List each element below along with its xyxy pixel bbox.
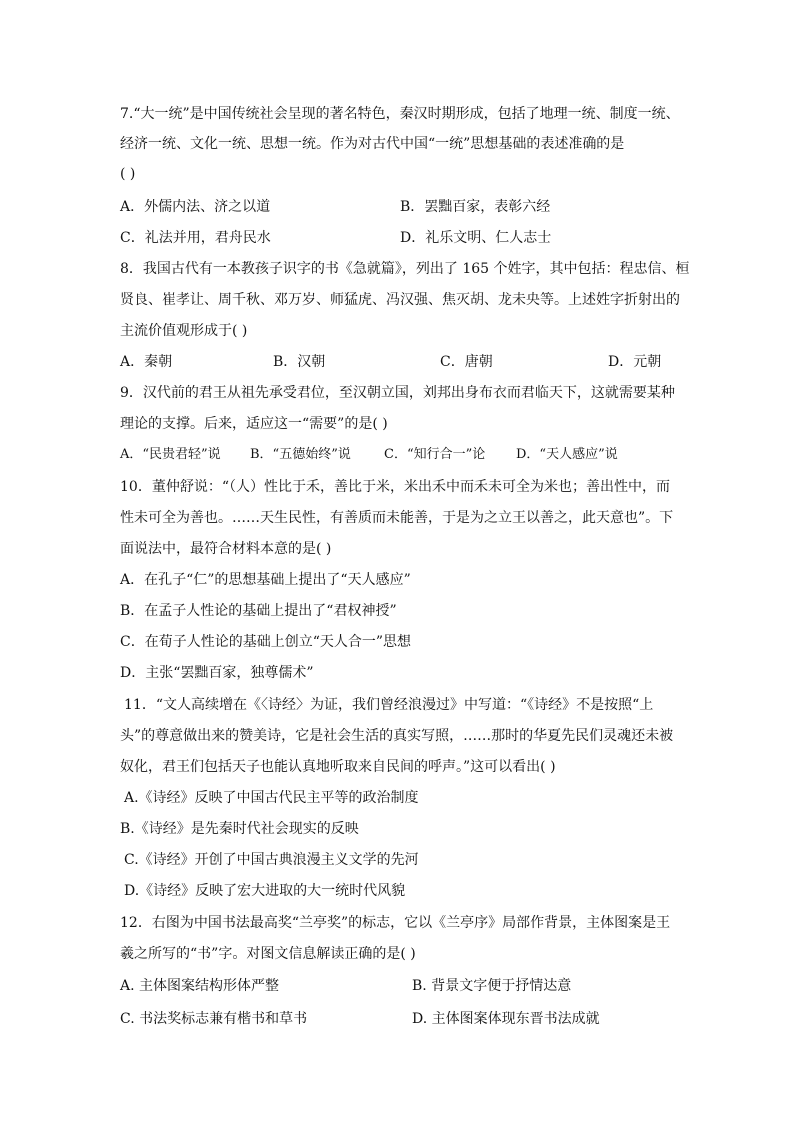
- q11-line-2: 头”的尊意做出来的赞美诗，它是社会生活的真实写照，……那时的华夏先民们灵魂还未被: [120, 728, 674, 744]
- q10-line-2: 性未可全为善也。……天生民性，有善质而未能善，于是为之立王以善之，此天意也”。下: [120, 510, 674, 526]
- q10-option-d: D．主张“罢黜百家，独尊儒术”: [120, 665, 314, 681]
- q9-option-d: D．“天人感应”说: [516, 447, 618, 462]
- q11-line-1: 11．“文人高续增在《〈诗经〉为证，我们曾经浪漫过》中写道：“《诗经》不是按照“上: [124, 697, 654, 713]
- q7-option-c: C．礼法并用，君舟民水: [120, 230, 271, 246]
- q9-option-c: C．“知行合一”论: [384, 447, 486, 462]
- q11-option-d: D.《诗经》反映了宏大进取的大一统时代风貌: [124, 883, 406, 899]
- q12-option-c: C. 书法奖标志兼有楷书和草书: [120, 1011, 308, 1027]
- q12-option-b: B. 背景文字便于抒情达意: [412, 978, 572, 994]
- q8-line-3: 主流价值观形成于( ): [120, 323, 248, 339]
- q7-line-2: 经济一统、文化一统、思想一统。作为对古代中国“一统”思想基础的表述准确的是: [120, 136, 625, 152]
- q10-line-3: 面说法中，最符合材料本意的是( ): [120, 541, 332, 557]
- q11-option-b: B.《诗经》是先秦时代社会现实的反映: [120, 821, 359, 837]
- q11-option-c: C.《诗经》开创了中国古典浪漫主义文学的先河: [124, 852, 419, 868]
- q7-option-a: A．外儒内法、济之以道: [120, 199, 271, 215]
- q9-line-1: 9．汉代前的君王从祖先承受君位，至汉朝立国，刘邦出身布衣而君临天下，这就需要某种: [120, 385, 675, 401]
- q9-line-2: 理论的支撑。后来，适应这一“需要”的是( ): [120, 416, 388, 432]
- q12-option-a: A. 主体图案结构形体严整: [120, 978, 280, 994]
- q7-option-b: B．罢黜百家，表彰六经: [400, 199, 551, 215]
- q8-option-d: D．元朝: [608, 354, 662, 370]
- q8-line-1: 8．我国古代有一本教孩子识字的书《急就篇》，列出了 165 个姓字，其中包括：程忠信、桓: [120, 261, 690, 277]
- q10-option-b: B．在孟子人性论的基础上提出了“君权神授”: [120, 603, 397, 619]
- q9-option-a: A．“民贵君轻”说: [120, 447, 221, 462]
- q12-line-2: 羲之所写的“书”字。对图文信息解读正确的是( ): [120, 946, 416, 962]
- q10-option-c: C．在荀子人性论的基础上创立“天人合一”思想: [120, 634, 412, 650]
- q12-line-1: 12．右图为中国书法最高奖“兰亭奖”的标志，它以《兰亭序》局部作背景，主体图案是王: [120, 915, 671, 931]
- q8-option-c: C．唐朝: [440, 354, 493, 370]
- q8-option-b: B．汉朝: [273, 354, 326, 370]
- q8-line-2: 贤良、崔孝让、周千秋、邓万岁、师猛虎、冯汉强、焦灭胡、龙未央等。上述姓字折射出的: [120, 292, 680, 308]
- q7-line-1: 7.“大一统”是中国传统社会呈现的著名特色，秦汉时期形成，包括了地理一统、制度一统、: [120, 106, 680, 122]
- q7-line-3: ( ): [120, 166, 136, 182]
- q11-line-3: 奴化，君王们包括天子也能认真地听取来自民间的呼声。”这可以看出( ): [120, 759, 556, 775]
- q11-option-a: A.《诗经》反映了中国古代民主平等的政治制度: [124, 790, 419, 806]
- q12-option-d: D. 主体图案体现东晋书法成就: [412, 1011, 600, 1027]
- q10-option-a: A．在孔子“仁”的思想基础上提出了“天人感应”: [120, 572, 411, 588]
- q10-line-1: 10．董仲舒说：“（人）性比于禾，善比于米，米出禾中而禾未可全为米也；善出性中，而: [120, 479, 670, 495]
- q9-option-b: B．“五德始终”说: [250, 447, 351, 462]
- q7-option-d: D．礼乐文明、仁人志士: [400, 230, 552, 246]
- q8-option-a: A．秦朝: [120, 354, 173, 370]
